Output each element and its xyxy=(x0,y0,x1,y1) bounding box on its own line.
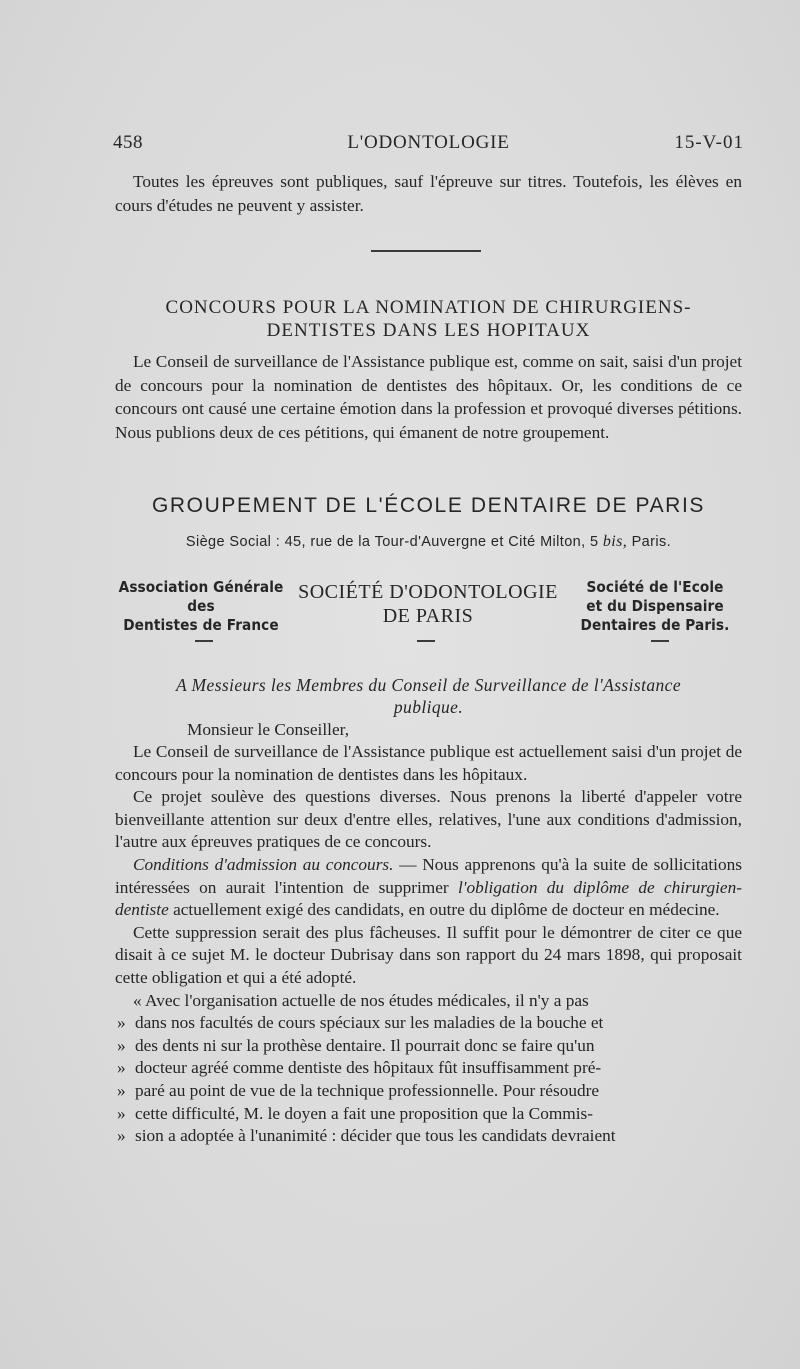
quote-line-2 xyxy=(115,1012,742,1035)
societe-ecole xyxy=(567,578,743,635)
quote-line-4 xyxy=(115,1057,742,1080)
assoc-mid-line2: DE PARIS xyxy=(382,605,474,627)
letter-para-3 xyxy=(115,854,742,922)
issue-date: 15-V-01 xyxy=(674,132,744,153)
quote-mark: » xyxy=(117,1080,126,1100)
siege-suffix: Paris. xyxy=(627,534,672,550)
quote-text-4: docteur agréé comme dentiste des hôpitaux fût insuffisamment pré- xyxy=(135,1058,602,1078)
quote-text-3: des dents ni sur la prothèse dentaire. Il pourrait donc se faire qu'un xyxy=(135,1035,595,1055)
quote-text-6: cette difficulté, M. le doyen a fait une proposition que la Commis- xyxy=(135,1103,594,1123)
salutation: Monsieur le Conseiller, xyxy=(187,720,350,739)
assoc-left-line1: Association Générale xyxy=(118,578,284,596)
siege-prefix: Siège Social : 45, rue de la Tour-d'Auvergne et Cité Milton, 5 xyxy=(185,534,603,550)
siege-bis: bis, xyxy=(602,533,628,550)
quote-text-5: paré au point de vue de la technique professionnelle. Pour résoudre xyxy=(135,1080,600,1100)
page-number: 458 xyxy=(113,132,143,153)
section-body xyxy=(115,350,742,444)
quote-line-6 xyxy=(115,1103,742,1126)
quote-line-5 xyxy=(115,1080,742,1103)
journal-title: L'ODONTOLOGIE xyxy=(347,132,510,153)
assoc-right-line1: Société de l'Ecole xyxy=(586,578,724,596)
section-divider xyxy=(371,250,481,252)
running-header xyxy=(113,132,744,158)
dash-middle xyxy=(417,640,435,642)
quote-text-1: Avec l'organisation actuelle de nos études médicales, il n'y a pas xyxy=(145,990,589,1010)
address-line2: publique. xyxy=(393,697,464,717)
para3-italic: l'obligation du diplôme de chirurgien-dentiste xyxy=(115,877,742,920)
dash-right xyxy=(651,640,669,642)
para3-lead: Conditions d'admission au concours. xyxy=(133,854,394,874)
letterhead-address xyxy=(113,533,744,551)
quote-text-2: dans nos facultés de cours spéciaux sur les maladies de la bouche et xyxy=(135,1013,604,1033)
para3-mid: — Nous apprenons qu'à la suite de sollicitations intéressées on aurait l'intention de supprimer xyxy=(115,854,742,897)
letter-para-4: Cette suppression serait des plus fâcheuses. Il suffit pour le démontrer de citer ce que disait à ce sujet M. le docteur Dubrisay dans son rapport du 24 mars 1898, qui proposait cette obligation et qui a été adopté. xyxy=(115,922,742,987)
dash-left xyxy=(195,640,213,642)
letterhead-title: GROUPEMENT DE L'ÉCOLE DENTAIRE DE PARIS xyxy=(151,494,705,517)
quote-line-1 xyxy=(115,990,742,1013)
quote-mark: » xyxy=(117,1013,126,1033)
association-generale xyxy=(113,578,289,635)
para3-end: actuellement exigé des candidats, en outre du diplôme de docteur en médecine. xyxy=(168,900,720,920)
societe-odontologie xyxy=(287,580,569,628)
letter-body xyxy=(115,741,742,1148)
assoc-mid-line1: SOCIÉTÉ D'ODONTOLOGIE xyxy=(298,581,558,603)
letter-para-1: Le Conseil de surveillance de l'Assistance publique est actuellement saisi d'un projet de concours pour la nomination de dentistes dans les hôpitaux. xyxy=(115,742,742,784)
intro-block xyxy=(115,170,742,217)
section-paragraph: Le Conseil de surveillance de l'Assistance publique est, comme on sait, saisi d'un projet de concours pour la nomination de dentistes des hôpitaux. Or, les conditions de ce concours ont causé une certaine émotion dans la profession et provoqué diverses pétitions. Nous publions deux de ces pétitions, qui émanent de notre groupement. xyxy=(115,352,742,442)
section-title-line1: CONCOURS POUR LA NOMINATION DE CHIRURGIENS- xyxy=(165,297,692,318)
letter-para-2: Ce projet soulève des questions diverses. Nous prenons la liberté d'appeler votre bienveillante attention sur deux d'entre elles, relatives, l'une aux conditions d'admission, l'autre aux épreuves pratiques de ce concours. xyxy=(115,787,742,852)
letter-address xyxy=(115,674,742,718)
assoc-right-line3: Dentaires de Paris. xyxy=(580,616,730,634)
quote-mark: » xyxy=(117,1126,126,1146)
section-title-line2: DENTISTES DANS LES HOPITAUX xyxy=(266,320,591,341)
assoc-right-line2: et du Dispensaire xyxy=(586,597,724,615)
assoc-left-line3: Dentistes de France xyxy=(123,616,279,634)
address-line1: A Messieurs les Membres du Conseil de Surveillance de l'Assistance xyxy=(176,675,681,695)
quote-mark: » xyxy=(117,1035,126,1055)
section-title xyxy=(115,296,742,342)
quote-mark: » xyxy=(117,1058,126,1078)
intro-paragraph: Toutes les épreuves sont publiques, sauf l'épreuve sur titres. Toutefois, les élèves en cours d'études ne peuvent y assister. xyxy=(115,172,742,215)
quote-mark: » xyxy=(117,1103,126,1123)
assoc-left-line2: des xyxy=(187,597,215,615)
quote-line-3 xyxy=(115,1035,742,1058)
quote-text-7: sion a adoptée à l'unanimité : décider que tous les candidats devraient xyxy=(135,1126,616,1146)
quote-line-7 xyxy=(115,1125,742,1148)
quote-open-mark: « xyxy=(133,990,142,1010)
